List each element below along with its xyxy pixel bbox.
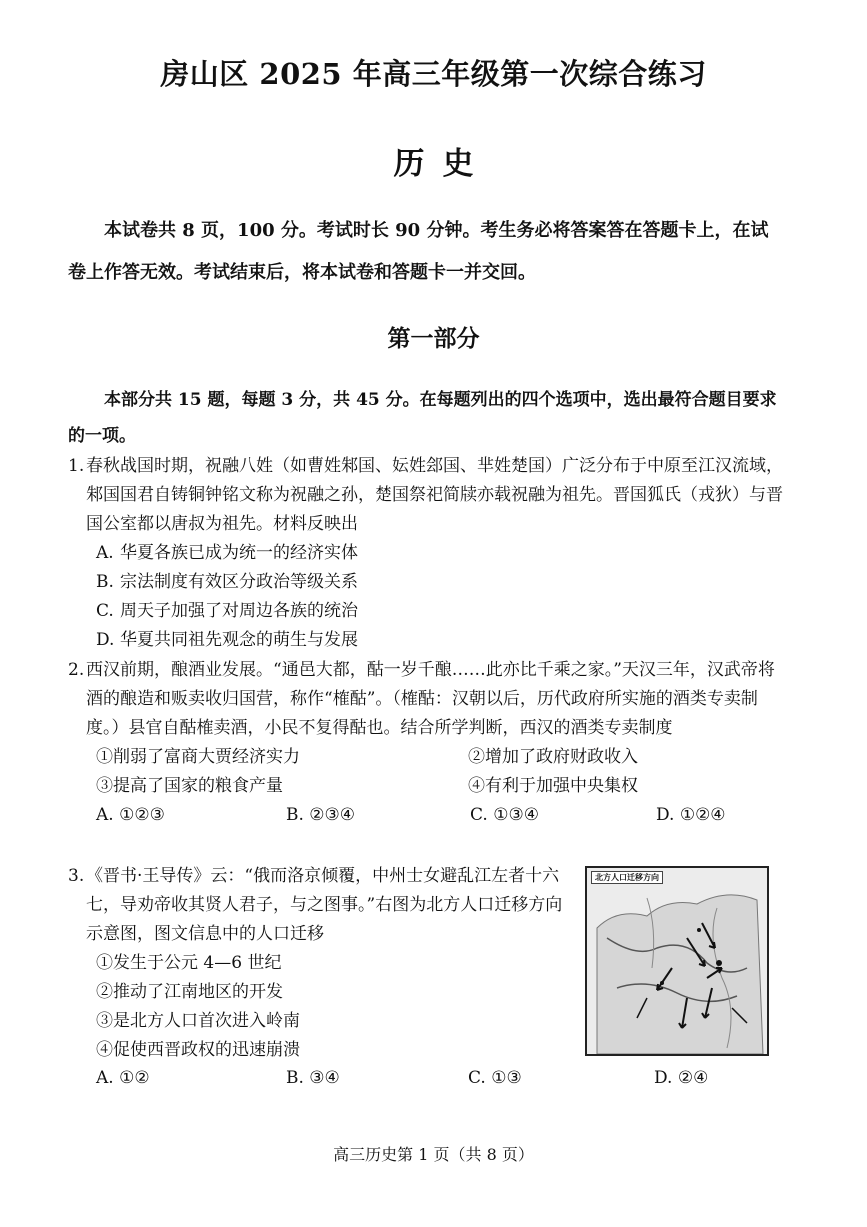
statement-2: ②推动了江南地区的开发 (96, 982, 283, 1002)
option-d: D. ②④ (654, 1068, 709, 1088)
part-title: 第一部分 (387, 325, 480, 352)
statement-row (68, 772, 783, 801)
option-a: A. ①② (96, 1068, 150, 1088)
option-c: C. ①③④ (470, 805, 539, 825)
option-d: D. 华夏共同祖先观念的萌生与发展 (96, 630, 358, 650)
map-title: 北方人口迁移方向 (591, 871, 663, 884)
option-a: A. 华夏各族已成为统一的经济实体 (96, 543, 358, 563)
statement-3: ③提高了国家的粮食产量 (96, 776, 283, 796)
question-3 (68, 862, 573, 1065)
statement-3: ③是北方人口首次进入岭南 (96, 1011, 300, 1031)
option-b: B. 宗法制度有效区分政治等级关系 (96, 572, 358, 592)
answer-row (68, 801, 783, 830)
question-number: 2. (68, 660, 85, 680)
exam-title: 房山区 2025 年高三年级第一次综合练习 (160, 57, 707, 91)
map-graphic (587, 868, 767, 1054)
page-footer: 高三历史第 1 页（共 8 页） (333, 1145, 534, 1164)
question-stem: 西汉前期，酿酒业发展。“通邑大都，酤一岁千酿……此亦比千乘之家。”天汉三年，汉武帝将酒的酿造和贩卖收归国营，称作“榷酤”。（榷酤：汉朝以后，历代政府所实施的酒类专卖制度。）县官自酤榷卖酒，小民不复得酤也。结合所学判断，西汉的酒类专卖制度 (86, 660, 775, 738)
statement-2: ②增加了政府财政收入 (468, 747, 638, 767)
option-c: C. 周天子加强了对周边各族的统治 (96, 601, 358, 621)
answer-row (68, 1068, 783, 1097)
question-stem: 春秋战国时期，祝融八姓（如曹姓邾国、妘姓郐国、芈姓楚国）广泛分布于中原至江汉流域，邾国国君自铸铜钟铭文称为祝融之孙，楚国祭祀简牍亦载祝融为祖先。晋国狐氏（戎狄）与晋国公室都以唐叔为祖先。材料反映出 (86, 456, 783, 534)
statement-row (68, 743, 783, 772)
option-a: A. ①②③ (96, 805, 165, 825)
option-c: C. ①③ (468, 1068, 522, 1088)
question-1 (68, 452, 783, 655)
question-2 (68, 656, 783, 830)
part-description: 本部分共 15 题，每题 3 分，共 45 分。在每题列出的四个选项中，选出最符合题目要求的一项。 (68, 390, 777, 446)
option-d: D. ①②④ (656, 805, 726, 825)
migration-map (585, 866, 769, 1056)
question-number: 1. (68, 456, 85, 476)
statement-4: ④有利于加强中央集权 (468, 776, 638, 796)
option-b: B. ③④ (286, 1068, 340, 1088)
statement-1: ①发生于公元 4—6 世纪 (96, 953, 282, 973)
subject-title: 历史 (393, 146, 492, 182)
statement-1: ①削弱了富商大贾经济实力 (96, 747, 300, 767)
question-number: 3. (68, 866, 85, 886)
exam-instructions: 本试卷共 8 页，100 分。考试时长 90 分钟。考生务必将答案答在答题卡上，在试卷上作答无效。考试结束后，将本试卷和答题卡一并交回。 (68, 220, 769, 283)
statement-4: ④促使西晋政权的迅速崩溃 (96, 1040, 300, 1060)
option-b: B. ②③④ (286, 805, 356, 825)
question-stem: 《晋书·王导传》云：“俄而洛京倾覆，中州士女避乱江左者十六七，导劝帝收其贤人君子，与之图事。”右图为北方人口迁移方向示意图，图文信息中的人口迁移 (86, 866, 563, 944)
